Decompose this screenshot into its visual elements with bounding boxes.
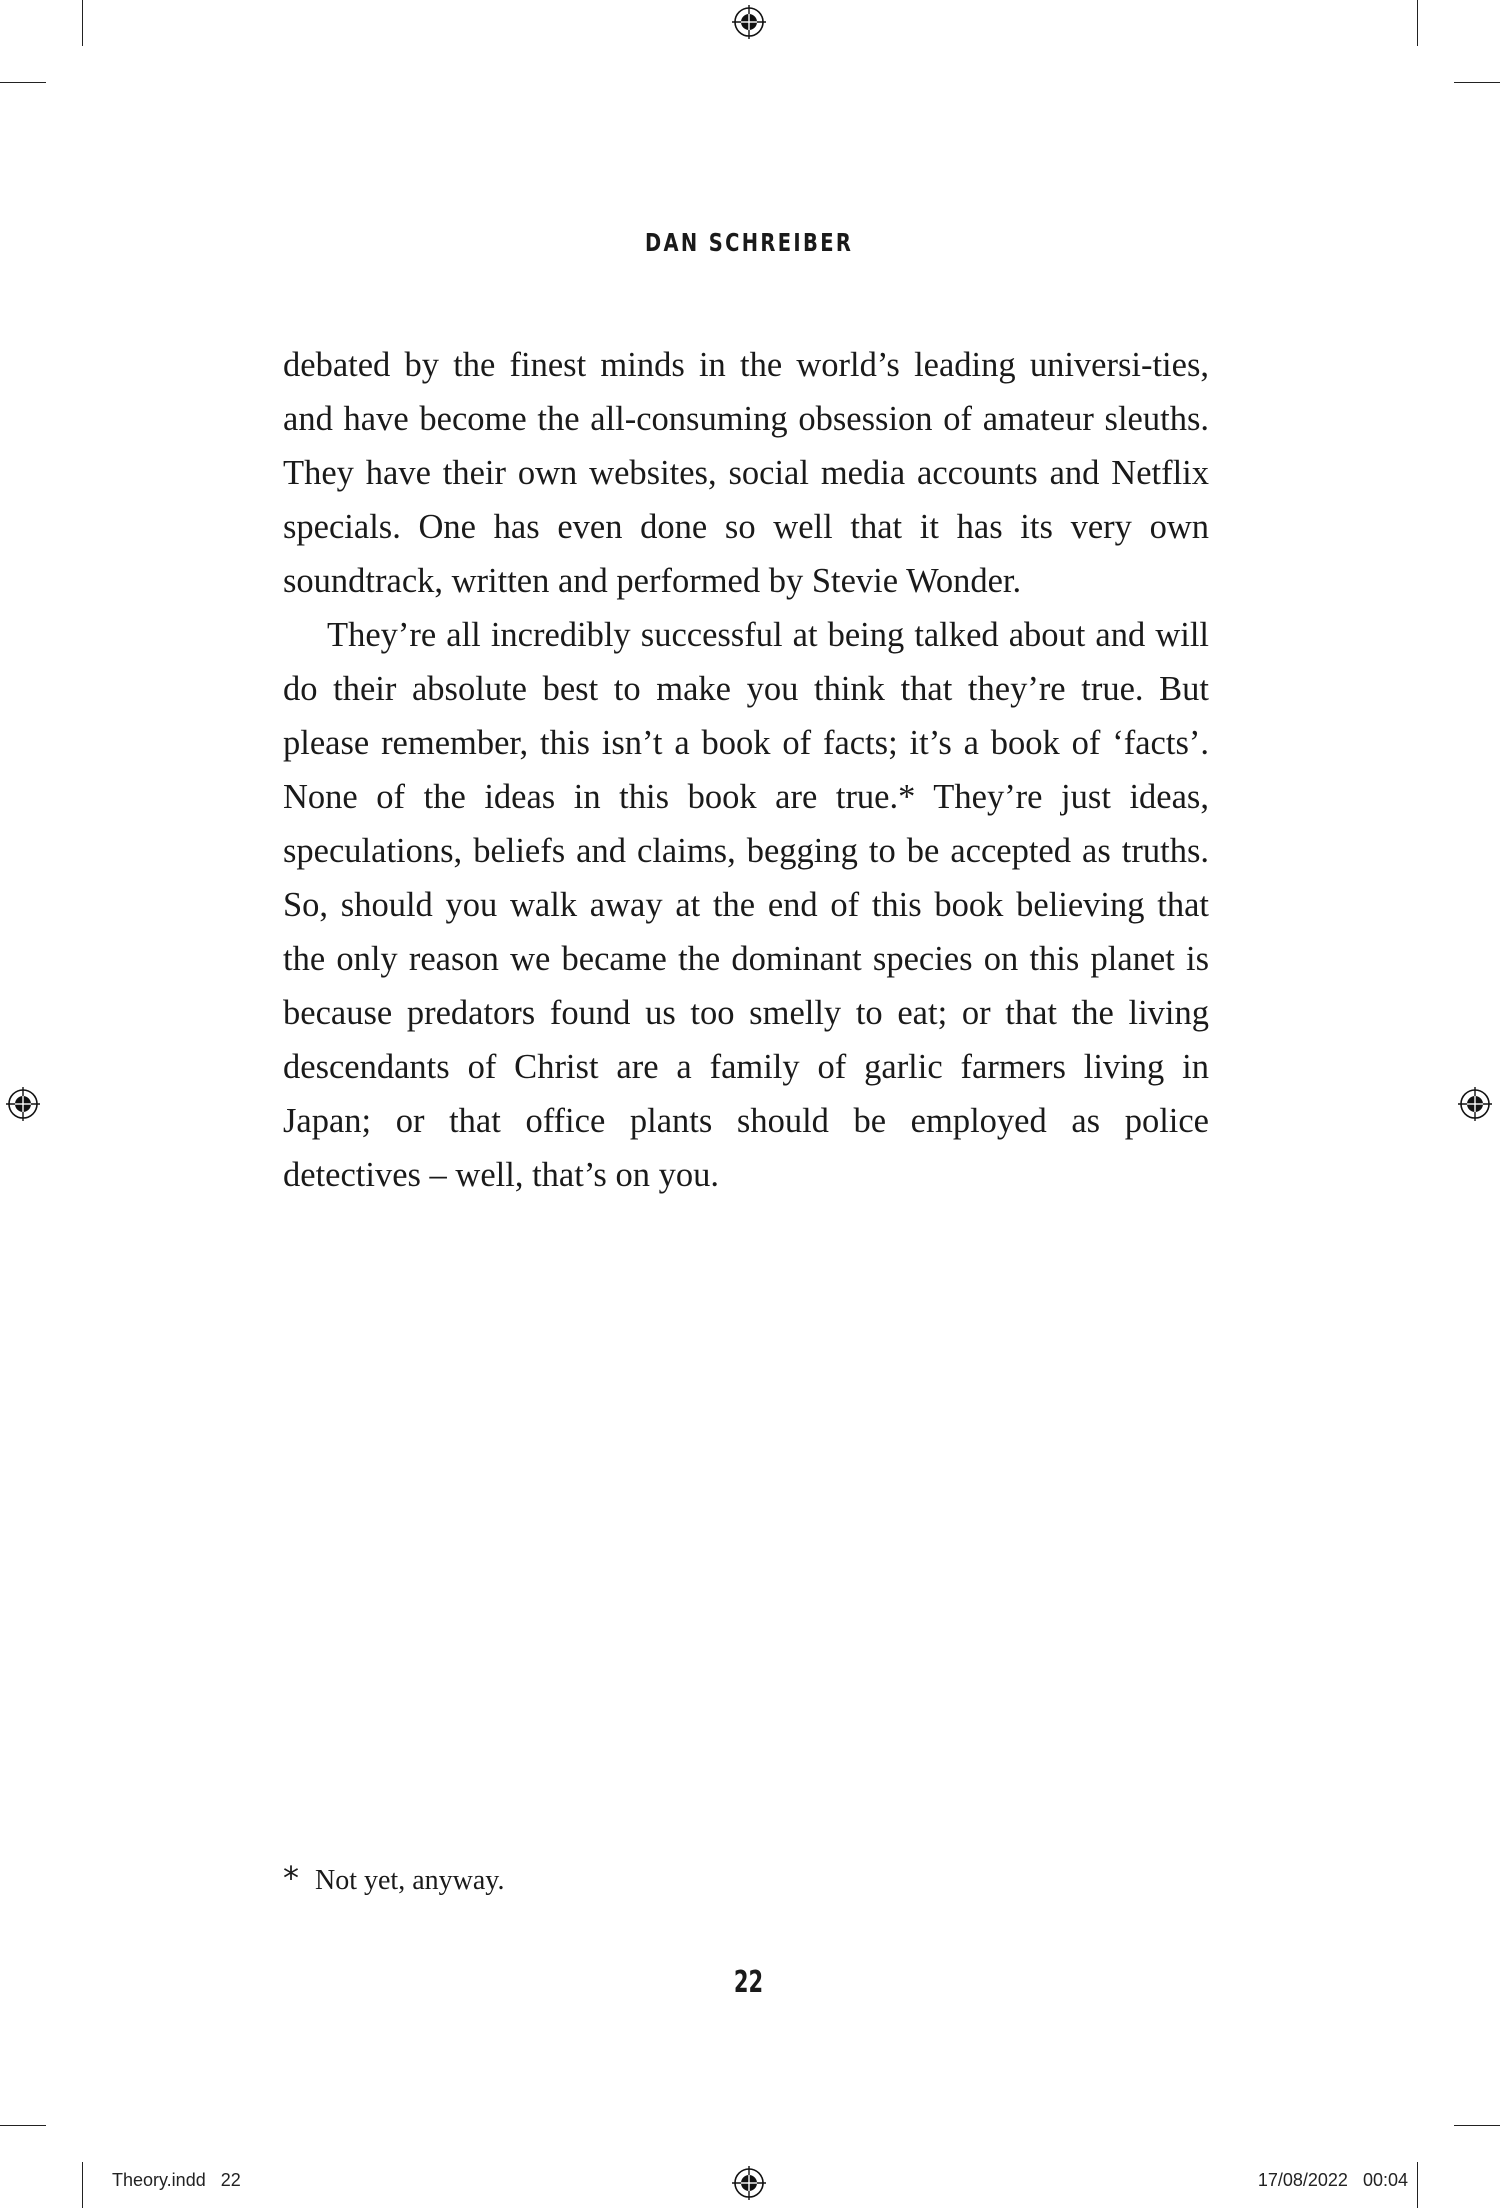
crop-mark <box>1454 82 1500 83</box>
registration-mark-icon <box>732 2166 766 2200</box>
page-number: 22 <box>733 1965 764 2000</box>
running-head: DAN SCHREIBER <box>644 228 854 257</box>
slug-datetime: 17/08/2022 00:04 <box>1257 2170 1408 2190</box>
paragraph: They’re all incredibly successful at being talked about and will do their absolute best to make you think that they’re true. But please remember, this isn’t a book of facts; it’s a book of ‘facts’. None of the ideas in this book are true.* They’re just ideas, speculations, beliefs and claims, begging to be accepted as truths. So, should you walk away at the end of this book believing that the only reason we became the dominant species on this planet is because predators found us too smelly to eat; or that the living descendants of Christ are a family of garlic farmers living in Japan; or that office plants should be employed as police detectives – well, that’s on you. <box>283 616 1209 1194</box>
crop-mark <box>1454 2125 1500 2126</box>
registration-mark-icon <box>1458 1087 1492 1121</box>
crop-mark <box>82 0 83 46</box>
footnote-text: Not yet, anyway. <box>315 1865 505 1896</box>
crop-mark <box>82 2162 83 2208</box>
paragraph: debated by the finest minds in the world’s leading universi-ties, and have become the all-consuming obsession of amateur sleuths. They have their own websites, social media accounts and Netflix specials. One has even done so well that it has its very own soundtrack, written and performed by Stevie Wonder. <box>283 346 1209 600</box>
footnote <box>283 1858 504 1901</box>
crop-mark <box>1417 2162 1418 2208</box>
registration-mark-icon <box>732 5 766 39</box>
registration-mark-icon <box>6 1087 40 1121</box>
body-text <box>283 338 1209 1202</box>
slug-file: Theory.indd 22 <box>112 2170 241 2190</box>
crop-mark <box>0 2125 46 2126</box>
crop-mark <box>0 82 46 83</box>
footnote-mark: * <box>283 1859 299 1897</box>
crop-mark <box>1417 0 1418 46</box>
